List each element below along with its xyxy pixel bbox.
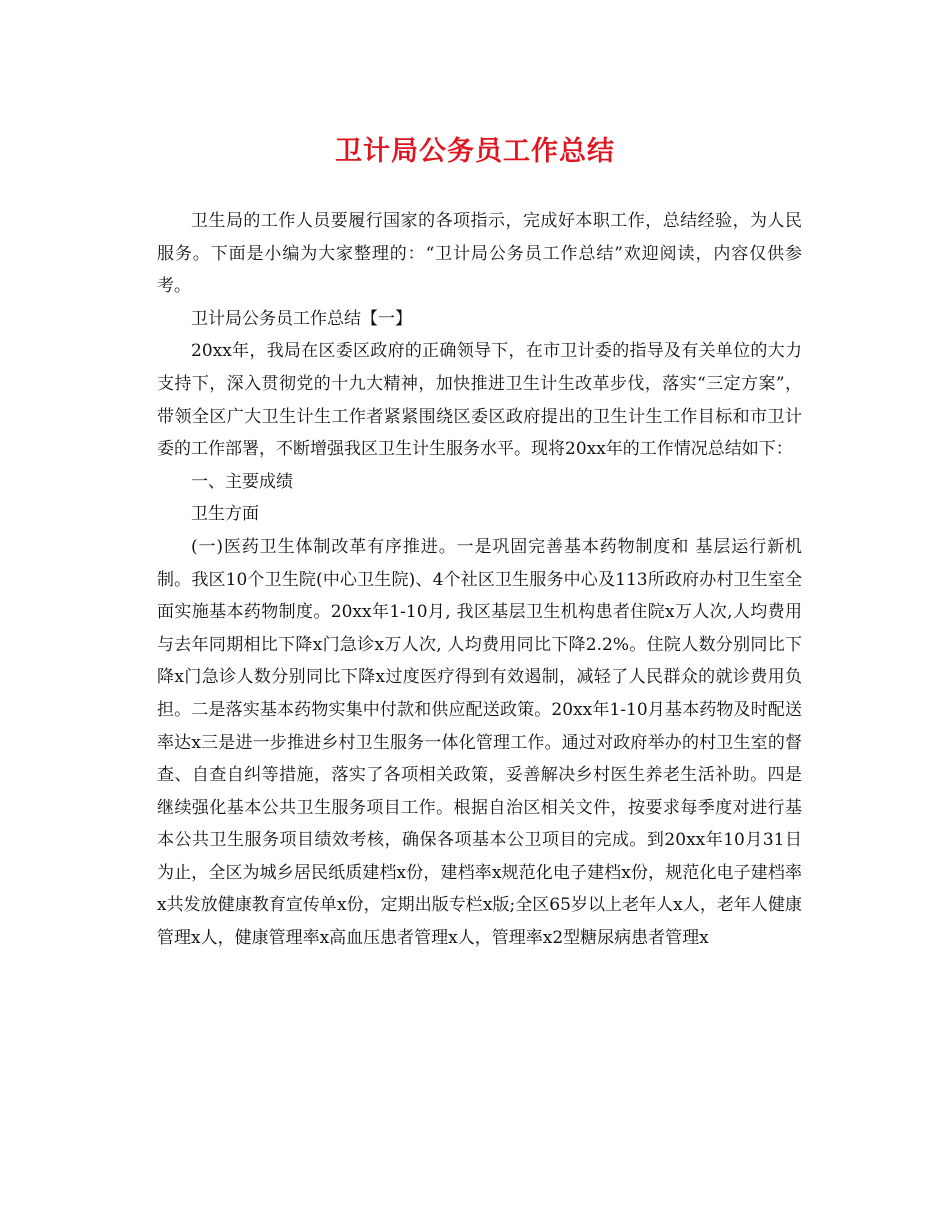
health-aspect-heading: 卫生方面 — [191, 504, 259, 525]
intro-paragraph: 卫生局的工作人员要履行国家的各项指示，完成好本职工作，总结经验，为人民服务。下面是小编为大家整理的：“卫计局公务员工作总结”欢迎阅读，内容仅供参考。 — [157, 211, 802, 297]
medical-reform-paragraph: (一)医药卫生体制改革有序推进。一是巩固完善基本药物制度和 基层运行新机制。我区10个卫生院(中心卫生院)、4个社区卫生服务中心及113所政府办村卫生室全面实施基本药物制度。20xx年1-10月, 我区基层卫生机构患者住院x万人次,人均费用与去年同期相比下降x门急诊x万人次, 人均费用同比下降2.2%。住院人数分别同比下降x门急诊人数分别同比下降x过度医疗得到有效遏制，减轻了人民群众的就诊费用负担。二是落实基本药物实集中付款和供应配送政策。20xx年1-10月基本药物及时配送率达x三是进一步推进乡村卫生服务一体化管理工作。通过对政府举办的村卫生室的督查、自查自纠等措施，落实了各项相关政策，妥善解决乡村医生养老生活补助。四是继续强化基本公共卫生服务项目工作。根据自治区相关文件，按要求每季度对进行基本公共卫生服务项目绩效考核，确保各项基本公卫项目的完成。到20xx年10月31日为止，全区为城乡居民纸质建档x份，建档率x规范化电子建档x份，规范化电子建档率x共发放健康教育宣传单x份，定期出版专栏x版;全区65岁以上老年人x人，老年人健康管理x人，健康管理率x高血压患者管理x人，管理率x2型糖尿病患者管理x — [157, 536, 802, 949]
document-body — [157, 205, 802, 955]
document-title: 卫计局公务员工作总结 — [335, 136, 615, 167]
section-heading-1: 卫计局公务员工作总结【一】 — [191, 308, 412, 329]
summary-paragraph: 20xx年，我局在区委区政府的正确领导下，在市卫计委的指导及有关单位的大力支持下，深入贯彻党的十九大精神，加快推进卫生计生改革步伐，落实“三定方案”，带领全区广大卫生计生工作者紧紧围绕区委区政府提出的卫生计生工作目标和市卫计委的工作部署，不断增强我区卫生计生服务水平。现将20xx年的工作情况总结如下： — [157, 341, 802, 460]
main-achievements-heading: 一、主要成绩 — [191, 471, 293, 492]
